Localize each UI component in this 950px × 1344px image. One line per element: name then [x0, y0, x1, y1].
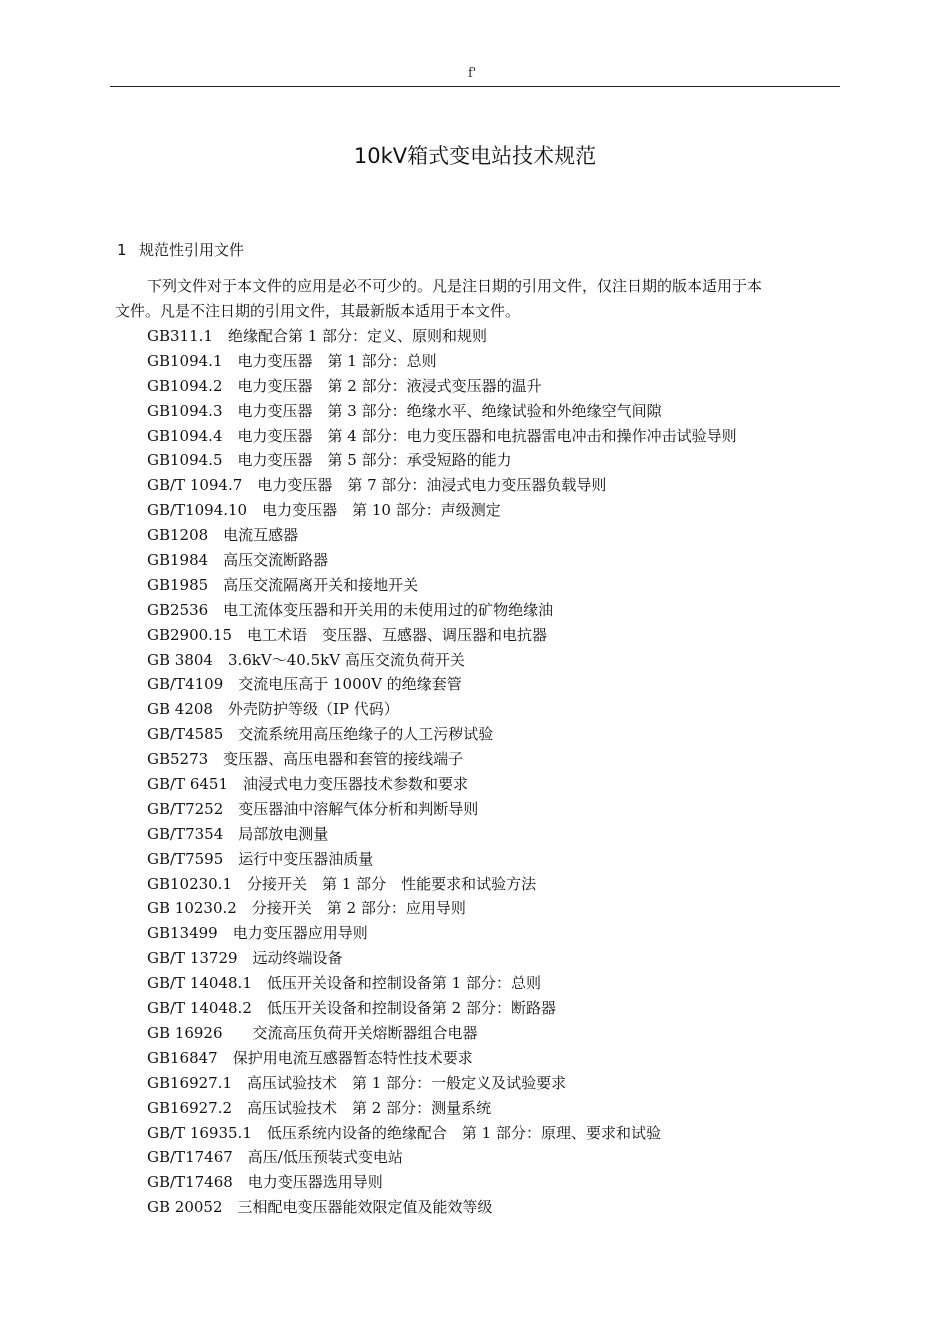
reference-item: GB/T4109 交流电压高于 1000V 的绝缘套管: [147, 675, 462, 694]
reference-item: GB/T17467 高压/低压预装式变电站: [147, 1148, 403, 1167]
section-title: 规范性引用文件: [139, 241, 245, 259]
reference-item: GB16927.1 高压试验技术 第 1 部分：一般定义及试验要求: [147, 1073, 567, 1092]
reference-item: GB1094.3 电力变压器 第 3 部分：绝缘水平、绝缘试验和外绝缘空气间隙: [147, 401, 662, 420]
reference-item: GB16847 保护用电流互感器暂态特性技术要求: [147, 1048, 473, 1067]
section-heading: [117, 239, 244, 260]
reference-item: GB1094.2 电力变压器 第 2 部分：液浸式变压器的温升: [147, 376, 542, 395]
reference-item: GB/T 6451 油浸式电力变压器技术参数和要求: [147, 775, 469, 794]
section-number: 1: [117, 241, 127, 259]
document-title: 10kV箱式变电站技术规范: [353, 144, 597, 168]
reference-item: GB1094.1 电力变压器 第 1 部分：总则: [147, 351, 437, 370]
intro-paragraph: [115, 274, 840, 324]
reference-item: GB1094.5 电力变压器 第 5 部分：承受短路的能力: [147, 451, 512, 470]
reference-item: GB/T 14048.2 低压开关设备和控制设备第 2 部分：断路器: [147, 999, 556, 1018]
reference-item: GB/T7354 局部放电测量: [147, 824, 329, 843]
reference-list: [147, 324, 837, 1220]
reference-item: GB1985 高压交流隔离开关和接地开关: [147, 575, 419, 594]
reference-item: GB/T17468 电力变压器选用导则: [147, 1173, 383, 1192]
reference-item: GB1208 电流互感器: [147, 526, 299, 545]
reference-item: GB2536 电工流体变压器和开关用的未使用过的矿物绝缘油: [147, 600, 554, 619]
reference-item: GB10230.1 分接开关 第 1 部分 性能要求和试验方法: [147, 874, 537, 893]
reference-item: GB1094.4 电力变压器 第 4 部分：电力变压器和电抗器雷电冲击和操作冲击试验导则: [147, 426, 737, 445]
reference-item: GB/T1094.10 电力变压器 第 10 部分：声级测定: [147, 501, 501, 520]
reference-item: GB 16926 交流高压负荷开关熔断器组合电器: [147, 1023, 478, 1042]
reference-item: GB 3804 3.6kV～40.5kV 高压交流负荷开关: [147, 650, 465, 669]
reference-item: GB 20052 三相配电变压器能效限定值及能效等级: [147, 1198, 493, 1217]
reference-item: GB5273 变压器、高压电器和套管的接线端子: [147, 750, 464, 769]
reference-item: GB1984 高压交流断路器: [147, 551, 329, 570]
intro-line: 下列文件对于本文件的应用是必不可少的。凡是注日期的引用文件，仅注日期的版本适用于本: [147, 277, 763, 295]
reference-item: GB/T7252 变压器油中溶解气体分析和判断导则: [147, 799, 479, 818]
reference-item: GB/T4585 交流系统用高压绝缘子的人工污秽试验: [147, 725, 494, 744]
reference-item: GB/T 1094.7 电力变压器 第 7 部分：油浸式电力变压器负载导则: [147, 476, 607, 495]
reference-item: GB/T 13729 远动终端设备: [147, 949, 343, 968]
reference-item: GB16927.2 高压试验技术 第 2 部分：测量系统: [147, 1098, 492, 1117]
reference-item: GB13499 电力变压器应用导则: [147, 924, 368, 943]
header-divider: [110, 86, 840, 87]
reference-item: GB/T7595 运行中变压器油质量: [147, 849, 374, 868]
reference-item: GB2900.15 电工术语 变压器、互感器、调压器和电抗器: [147, 625, 548, 644]
page-header-mark: f': [468, 66, 477, 81]
reference-item: GB311.1 绝缘配合第 1 部分：定义、原则和规则: [147, 327, 488, 345]
reference-item: GB/T 14048.1 低压开关设备和控制设备第 1 部分：总则: [147, 974, 541, 993]
intro-line: 文件。凡是不注日期的引用文件，其最新版本适用于本文件。: [115, 302, 521, 320]
reference-item: GB 10230.2 分接开关 第 2 部分：应用导则: [147, 899, 466, 918]
reference-item: GB 4208 外壳防护等级（IP 代码）: [147, 700, 399, 719]
reference-item: GB/T 16935.1 低压系统内设备的绝缘配合 第 1 部分：原理、要求和试验: [147, 1123, 661, 1142]
